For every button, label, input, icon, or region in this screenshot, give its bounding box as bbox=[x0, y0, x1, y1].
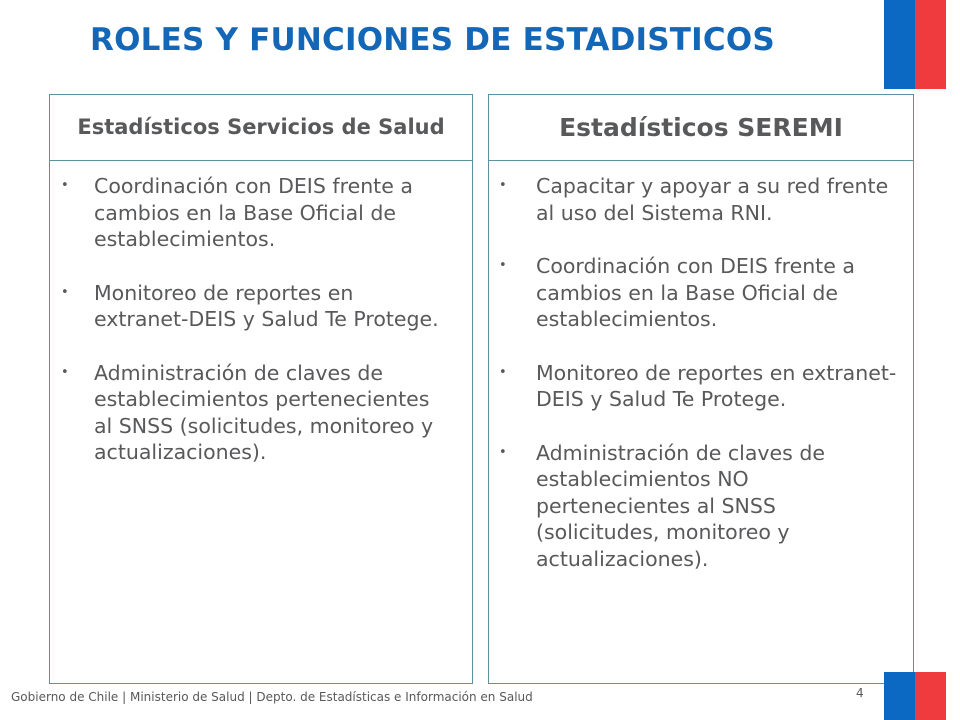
bullet-text: Administración de claves de establecimientos pertenecientes al SNSS (solicitudes, monitoreo y actualizaciones). bbox=[94, 360, 434, 464]
bullet-text: Coordinación con DEIS frente a cambios en la Base Oficial de establecimientos. bbox=[94, 174, 413, 251]
page-number: 4 bbox=[856, 686, 864, 700]
list-item bbox=[50, 360, 472, 466]
bullet-dot-icon: • bbox=[61, 178, 69, 193]
panel-servicios-de-salud bbox=[49, 94, 473, 684]
bullet-text: Monitoreo de reportes en extranet-DEIS y Salud Te Protege. bbox=[94, 280, 439, 331]
list-item bbox=[489, 360, 913, 413]
flag-decoration-top bbox=[884, 0, 946, 89]
panel-header: Estadísticos SEREMI bbox=[489, 95, 913, 161]
list-item bbox=[489, 253, 913, 333]
bullet-dot-icon: • bbox=[499, 178, 507, 193]
bullet-text: Administración de claves de establecimientos NO pertenecientes al SNSS (solicitudes, monitoreo y actualizaciones). bbox=[536, 440, 825, 571]
panel-seremi bbox=[488, 94, 914, 684]
bullet-list bbox=[50, 161, 472, 466]
bullet-dot-icon: • bbox=[61, 284, 69, 300]
bullet-text: Monitoreo de reportes en extranet-DEIS y Salud Te Protege. bbox=[536, 360, 897, 411]
bullet-dot-icon: • bbox=[499, 444, 507, 460]
page-title: ROLES Y FUNCIONES DE ESTADISTICOS bbox=[90, 22, 775, 58]
flag-blue-stripe bbox=[884, 0, 915, 89]
list-item bbox=[50, 280, 472, 333]
flag-red-stripe bbox=[915, 672, 946, 720]
list-item bbox=[489, 173, 913, 226]
flag-decoration-bottom bbox=[884, 672, 946, 720]
flag-blue-stripe bbox=[884, 672, 915, 720]
bullet-text: Capacitar y apoyar a su red frente al uso del Sistema RNI. bbox=[536, 174, 889, 225]
flag-red-stripe bbox=[915, 0, 946, 89]
footer-text: Gobierno de Chile | Ministerio de Salud | Depto. de Estadísticas e Información en Salud bbox=[11, 690, 533, 704]
bullet-dot-icon: • bbox=[61, 364, 69, 380]
bullet-dot-icon: • bbox=[499, 364, 507, 380]
bullet-dot-icon: • bbox=[499, 258, 507, 273]
bullet-list bbox=[489, 161, 913, 572]
list-item bbox=[50, 173, 472, 253]
bullet-text: Coordinación con DEIS frente a cambios en la Base Oficial de establecimientos. bbox=[536, 254, 855, 331]
list-item bbox=[489, 440, 913, 573]
panel-header: Estadísticos Servicios de Salud bbox=[50, 95, 472, 161]
